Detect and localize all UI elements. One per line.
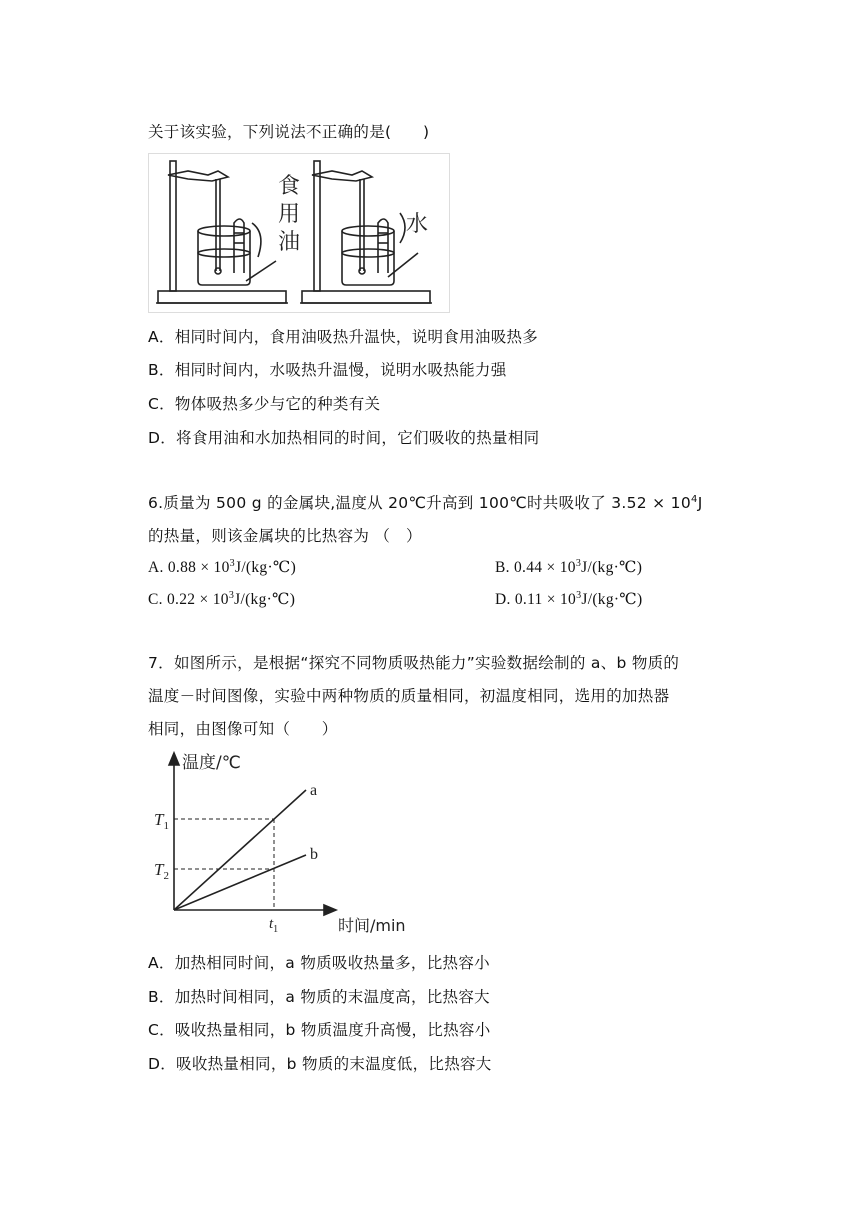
t1-label: $t_1$ <box>269 916 279 935</box>
label-water: 水 <box>406 212 429 237</box>
q5-apparatus-figure <box>148 153 450 313</box>
line-a <box>174 790 306 910</box>
T2-label: $T_2$ <box>154 860 169 882</box>
line-b <box>174 855 306 910</box>
q5-option-b: B．相同时间内，水吸热升温慢，说明水吸热能力强 <box>148 361 507 379</box>
q7-option-a: A．加热相同时间，a 物质吸收热量多，比热容小 <box>148 954 490 972</box>
q7-option-b: B．加热时间相同，a 物质的末温度高，比热容大 <box>148 988 490 1006</box>
line-a-label: a <box>310 782 318 799</box>
y-axis-arrow <box>169 753 179 765</box>
q6-option-d: D. $0.11 \times 10^3J/(kg\cdot℃)$ <box>495 590 643 608</box>
q7-stem-line1: 7．如图所示，是根据“探究不同物质吸热能力”实验数据绘制的 a、b 物质的 <box>148 654 680 672</box>
label-oil-3: 油 <box>278 230 301 255</box>
x-axis-arrow <box>324 905 336 915</box>
q6-option-b: B. $0.44 \times 10^3J/(kg\cdot℃)$ <box>495 558 643 576</box>
q6-stem-line1: 6.质量为 500 g 的金属块,温度从 20℃升高到 100℃时共吸收了 $3.52 \times 10^4J$ <box>148 494 703 512</box>
q7-stem-line3: 相同，由图像可知（ ） <box>148 720 338 738</box>
q5-option-c: C．物体吸热多少与它的种类有关 <box>148 395 381 413</box>
label-oil-1: 食 <box>278 174 301 199</box>
q5-stem: 关于该实验，下列说法不正确的是( ) <box>148 123 430 141</box>
q5-option-d: D．将食用油和水加热相同的时间，它们吸收的热量相同 <box>148 429 540 447</box>
y-axis-label: 温度/℃ <box>182 753 241 773</box>
q5-option-a: A．相同时间内，食用油吸热升温快，说明食用油吸热多 <box>148 328 539 346</box>
T1-label: $T_1$ <box>154 810 169 832</box>
q6-stem-line2: 的热量，则该金属块的比热容为 （ ） <box>148 527 422 545</box>
q7-option-c: C．吸收热量相同，b 物质温度升高慢，比热容小 <box>148 1021 491 1039</box>
q7-stem-line2: 温度－时间图像，实验中两种物质的质量相同，初温度相同，选用的加热器 <box>148 687 670 705</box>
label-oil-2: 用 <box>278 202 301 227</box>
q6-option-a: A. $0.88 \times 10^3J/(kg\cdot℃)$ <box>148 558 297 576</box>
line-b-label: b <box>310 846 318 863</box>
q7-temperature-time-graph <box>148 745 418 940</box>
x-axis-label: 时间/min <box>338 916 406 935</box>
q6-option-c: C. $0.22 \times 10^3J/(kg\cdot℃)$ <box>148 590 296 608</box>
q7-option-d: D．吸收热量相同，b 物质的末温度低，比热容大 <box>148 1055 492 1073</box>
